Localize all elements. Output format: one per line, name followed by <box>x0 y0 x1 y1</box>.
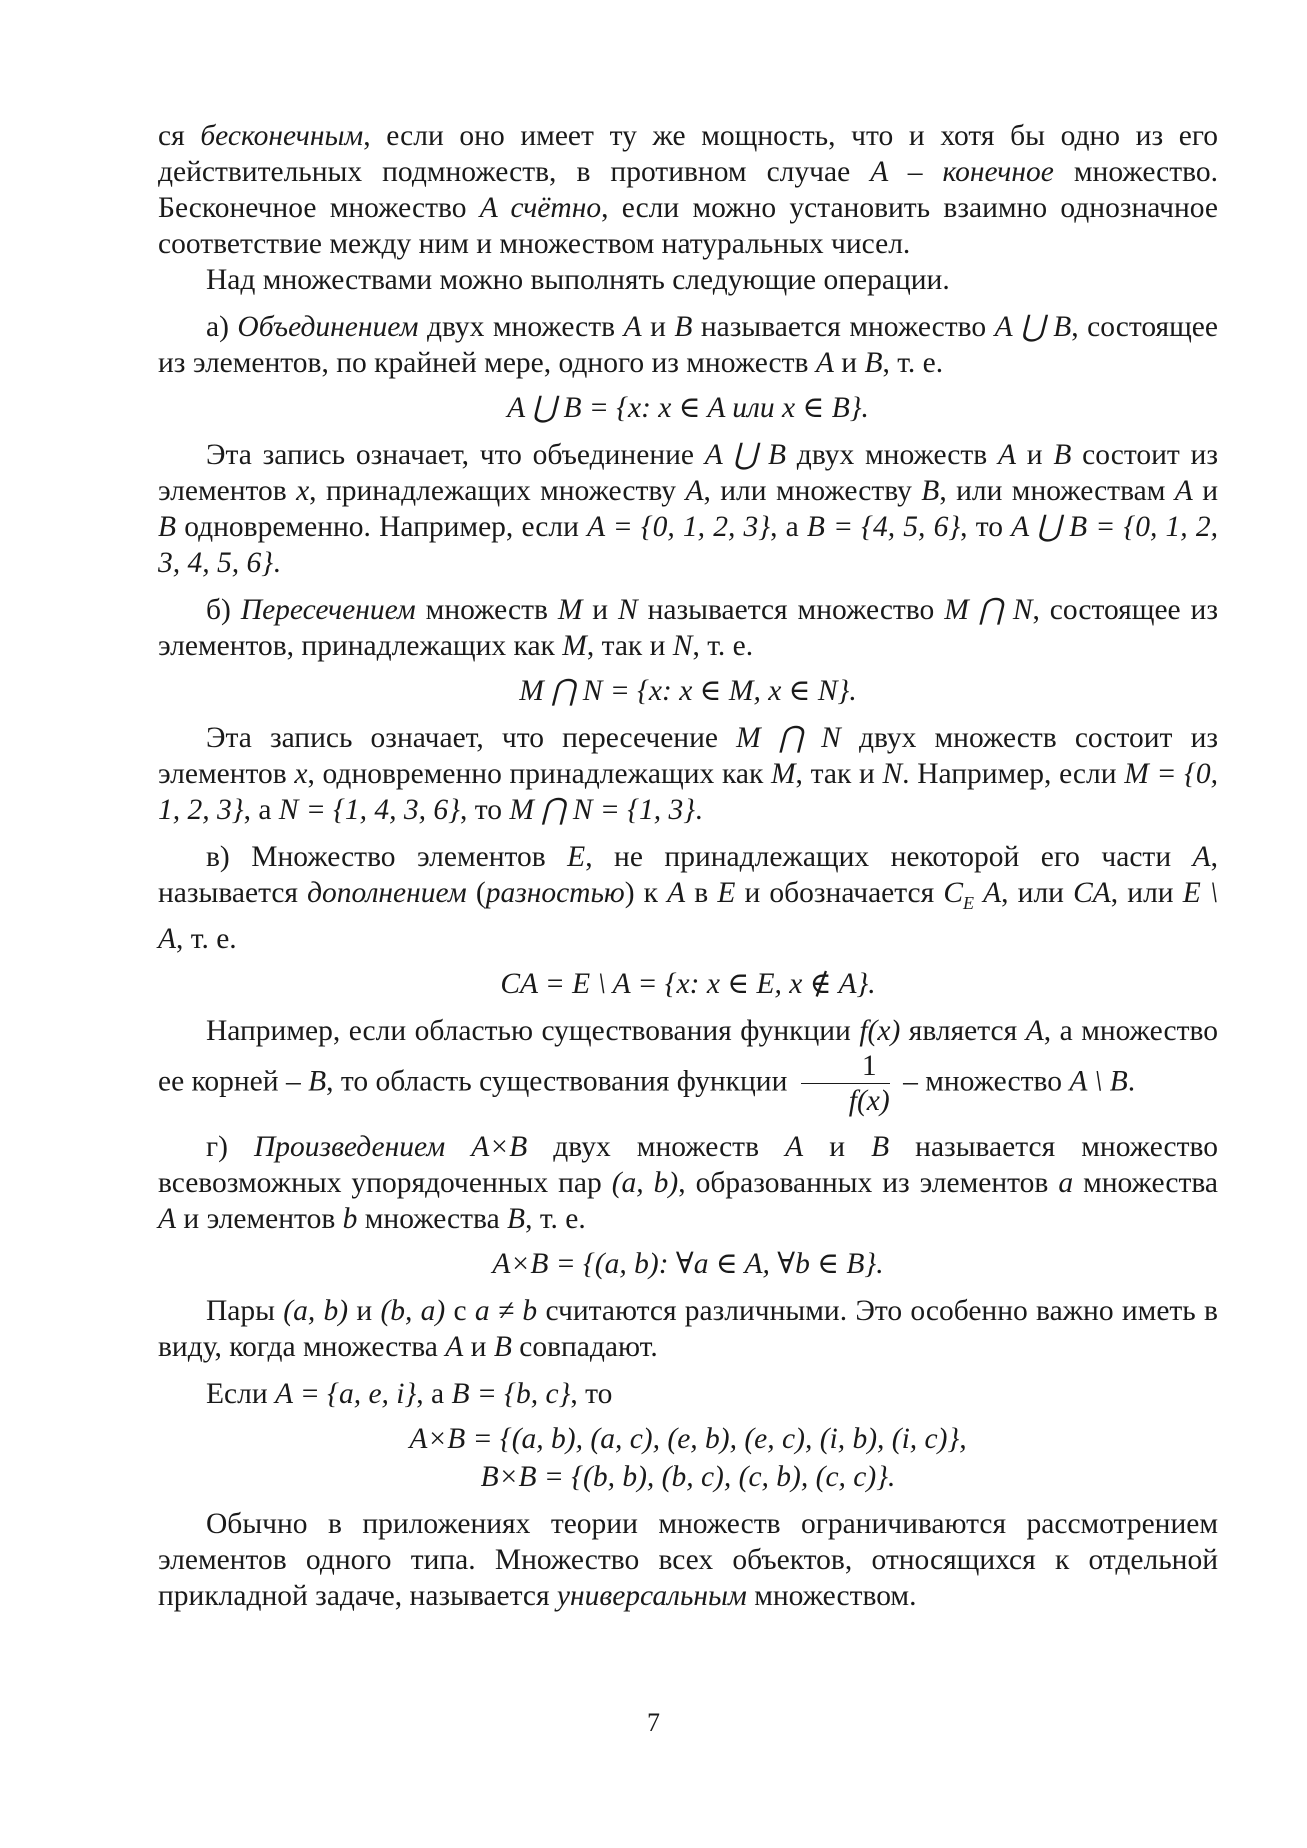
text: , или <box>1001 877 1074 909</box>
text: множества <box>357 1202 508 1235</box>
fraction-denominator: f(x) <box>848 1084 890 1117</box>
text: , а <box>243 794 279 826</box>
text: , то <box>570 1377 613 1410</box>
math: b <box>342 1202 358 1235</box>
text: и <box>833 347 865 379</box>
text: . <box>273 547 281 579</box>
term-intersection: Пересечением <box>240 594 416 626</box>
math: E <box>567 841 586 873</box>
text: г) <box>206 1130 254 1163</box>
math: M ⋂ N <box>736 722 841 754</box>
text: считаются различными. Это особенно важно иметь в виду, когда множества <box>158 1294 1218 1363</box>
text: называется множество всевозможных упорядоченных пар <box>158 1130 1218 1199</box>
math: A ⋃ B <box>704 439 787 471</box>
formula-intersection: M ⋂ N = {x: x ∈ M, x ∈ N}. <box>519 675 857 707</box>
text: совпадают. <box>511 1330 658 1363</box>
math: A×B <box>471 1130 528 1163</box>
text: . Например, если <box>902 758 1125 790</box>
page-body <box>158 118 1218 1614</box>
text: , принадлежащих множеству <box>309 475 686 507</box>
math: A <box>158 1202 177 1235</box>
paragraph-intersection-explanation <box>158 720 1218 828</box>
paragraph-union-definition <box>158 309 1218 381</box>
text: называется множество <box>692 311 995 343</box>
math: M ⋂ N = {1, 3} <box>509 794 696 826</box>
text: и обозначается <box>735 877 944 909</box>
text: , одновременно принадлежащих как <box>307 758 771 790</box>
text: ся <box>158 120 201 152</box>
math: a <box>1058 1166 1074 1199</box>
text: одновременно. Например, если <box>176 511 588 543</box>
math: M <box>770 758 796 790</box>
text: Если <box>206 1377 275 1410</box>
formula-product-example-1: A×B = {(a, b), (a, c), (e, b), (e, c), (i, b), (i, c)}, <box>409 1422 967 1455</box>
text: , так и <box>795 758 883 790</box>
math: A = {a, e, i} <box>275 1377 417 1410</box>
paragraph-intersection-definition <box>158 592 1218 664</box>
text: двух множеств <box>418 311 624 343</box>
term-finite: A – конечное <box>870 156 1054 188</box>
text: , то область существования функции <box>326 1065 795 1098</box>
math: B <box>864 347 883 379</box>
text: в <box>685 877 718 909</box>
math: A <box>445 1330 464 1363</box>
math: A <box>983 877 1002 909</box>
math: B = {b, c} <box>451 1377 571 1410</box>
text: двух множеств <box>527 1130 786 1163</box>
math: N <box>672 630 693 662</box>
text: Эта запись означает, что объединение <box>206 439 705 471</box>
paragraph-infinite-sets <box>158 118 1218 262</box>
formula-complement: CA = E \ A = {x: x ∈ E, x ∉ A}. <box>500 967 876 1000</box>
math: E <box>717 877 736 909</box>
paragraph-function-example <box>158 1013 1218 1118</box>
text: , так и <box>586 630 673 662</box>
text: , а <box>416 1377 452 1410</box>
text: и <box>463 1330 494 1363</box>
text: с <box>445 1294 475 1327</box>
text: Обычно в приложениях теории множеств ограничиваются рассмотрением элементов одного типа. Множество всех объектов, относящихся к отдельной прикладной задаче, называется <box>158 1507 1218 1612</box>
term-complement: дополнением <box>307 877 467 909</box>
text: ) к <box>624 877 668 909</box>
text: , т. е. <box>882 347 944 379</box>
text: множеством. <box>746 1579 917 1612</box>
text: , или множествам <box>939 475 1175 507</box>
math: B <box>493 1330 512 1363</box>
math: M ⋂ N <box>944 594 1033 626</box>
math: E \ A <box>158 877 1219 955</box>
math: A = {0, 1, 2, 3} <box>587 511 771 543</box>
text: и <box>348 1294 381 1327</box>
text: б) <box>206 594 241 626</box>
math: B <box>674 311 693 343</box>
text: , называется <box>158 841 1218 909</box>
text: , если оно имеет ту же мощность, что и хотя бы одно из его действительных подмножеств, в противном случае <box>158 120 1219 188</box>
term-infinite: бесконечным <box>200 120 364 152</box>
term-countable: A счётно <box>479 192 602 224</box>
math: C <box>943 877 963 909</box>
text: является <box>900 1014 1026 1047</box>
math: B = {4, 5, 6} <box>806 511 961 543</box>
math: A <box>685 475 704 507</box>
math: A <box>998 439 1017 471</box>
formula-union: A ⋃ B = {x: x ∈ A или x ∈ B}. <box>507 392 869 424</box>
text: , или множеству <box>703 475 922 507</box>
math: B <box>308 1065 327 1098</box>
text: – множество <box>895 1065 1070 1098</box>
term-union: Объединением <box>237 311 419 343</box>
text: и <box>803 1130 872 1163</box>
text: . <box>695 794 703 826</box>
math: B <box>921 475 940 507</box>
text: , т. е. <box>176 922 237 955</box>
text: , если можно установить взаимно однозначное соответствие между ним и множеством натуральных чисел. <box>158 192 1218 260</box>
math: (a, b) <box>283 1294 349 1327</box>
math: M = {0, 1, 2, 3} <box>158 758 1219 826</box>
text: называется множество <box>637 594 945 626</box>
math: B <box>158 511 177 543</box>
math: x <box>296 475 310 507</box>
math: N = {1, 4, 3, 6} <box>278 794 460 826</box>
paragraph-pairs-note <box>158 1293 1218 1365</box>
term-difference: разностью <box>485 877 625 909</box>
text: множеств <box>415 594 558 626</box>
math: f(x) <box>859 1014 901 1047</box>
text: двух множеств состоит из элементов <box>158 722 1219 790</box>
text: , т. е. <box>692 630 754 662</box>
text: и <box>1192 475 1218 507</box>
text: а) <box>206 311 238 343</box>
text: и элементов <box>176 1202 343 1235</box>
text: множество. Бесконечное множество <box>158 156 1218 224</box>
math: A <box>667 877 686 909</box>
math: A <box>1025 1014 1044 1047</box>
text: , т. е. <box>525 1202 586 1235</box>
fraction <box>801 1049 890 1118</box>
text: двух множеств <box>786 439 998 471</box>
math: A \ B <box>1069 1065 1128 1098</box>
math: A <box>1192 841 1211 873</box>
math: (b, a) <box>380 1294 446 1327</box>
term-universal: универсальным <box>556 1579 747 1612</box>
math: A <box>623 311 642 343</box>
math: M <box>557 594 583 626</box>
text: и <box>582 594 619 626</box>
text: , состоящее из элементов, по крайней мере, одного из множеств <box>158 311 1218 379</box>
paragraph-product-example <box>158 1376 1218 1412</box>
text: , не принадлежащих некоторой его части <box>585 841 1193 873</box>
math-subscript: E <box>963 892 974 913</box>
math: x <box>294 758 308 790</box>
text: Эта запись означает, что пересечение <box>206 722 737 754</box>
text: . <box>1127 1065 1136 1098</box>
term-product: Произведением <box>254 1130 446 1163</box>
text: состоит из элементов <box>158 439 1218 507</box>
math: A <box>1174 475 1193 507</box>
math: CA <box>1073 877 1111 909</box>
text: и <box>1016 439 1054 471</box>
math: B <box>1053 439 1072 471</box>
text: Пары <box>206 1294 284 1327</box>
math: (a, b) <box>611 1166 679 1199</box>
formula-product: A×B = {(a, b): ∀a ∈ A, ∀b ∈ B}. <box>492 1247 884 1280</box>
text: в) Множество элементов <box>206 841 568 873</box>
text: множества <box>1073 1166 1218 1199</box>
text: , образованных из элементов <box>678 1166 1059 1199</box>
math: N <box>882 758 903 790</box>
fraction-numerator: 1 <box>801 1049 890 1084</box>
text: , то <box>960 511 1012 543</box>
math: A <box>785 1130 804 1163</box>
paragraph-universal-set <box>158 1506 1218 1614</box>
page-number: 7 <box>647 1708 660 1737</box>
text: Например, если областью существования функции <box>206 1014 860 1047</box>
paragraph-operations-intro: Над множествами можно выполнять следующие операции. <box>206 264 950 296</box>
text: , а множество ее корней – <box>158 1014 1218 1098</box>
math: A ⋃ B <box>994 311 1072 343</box>
text: и <box>641 311 675 343</box>
math: B <box>871 1130 890 1163</box>
math: A <box>815 347 834 379</box>
text: ( <box>466 877 486 909</box>
formula-product-example-2: B×B = {(b, b), (b, c), (c, b), (c, c)}. <box>480 1460 896 1493</box>
text <box>445 1131 471 1163</box>
text: , состоящее из элементов, принадлежащих как <box>158 594 1219 662</box>
math: B <box>507 1202 526 1235</box>
text: , или <box>1110 877 1183 909</box>
text: , то <box>459 794 510 826</box>
paragraph-union-explanation <box>158 437 1218 581</box>
math: a ≠ b <box>474 1294 538 1327</box>
math: M <box>562 630 587 662</box>
text: , а <box>770 511 807 543</box>
paragraph-complement-definition <box>158 839 1218 957</box>
paragraph-product-definition <box>158 1129 1218 1237</box>
math: A ⋃ B = {0, 1, 2, 3, 4, 5, 6} <box>158 511 1218 579</box>
math: N <box>618 594 638 626</box>
